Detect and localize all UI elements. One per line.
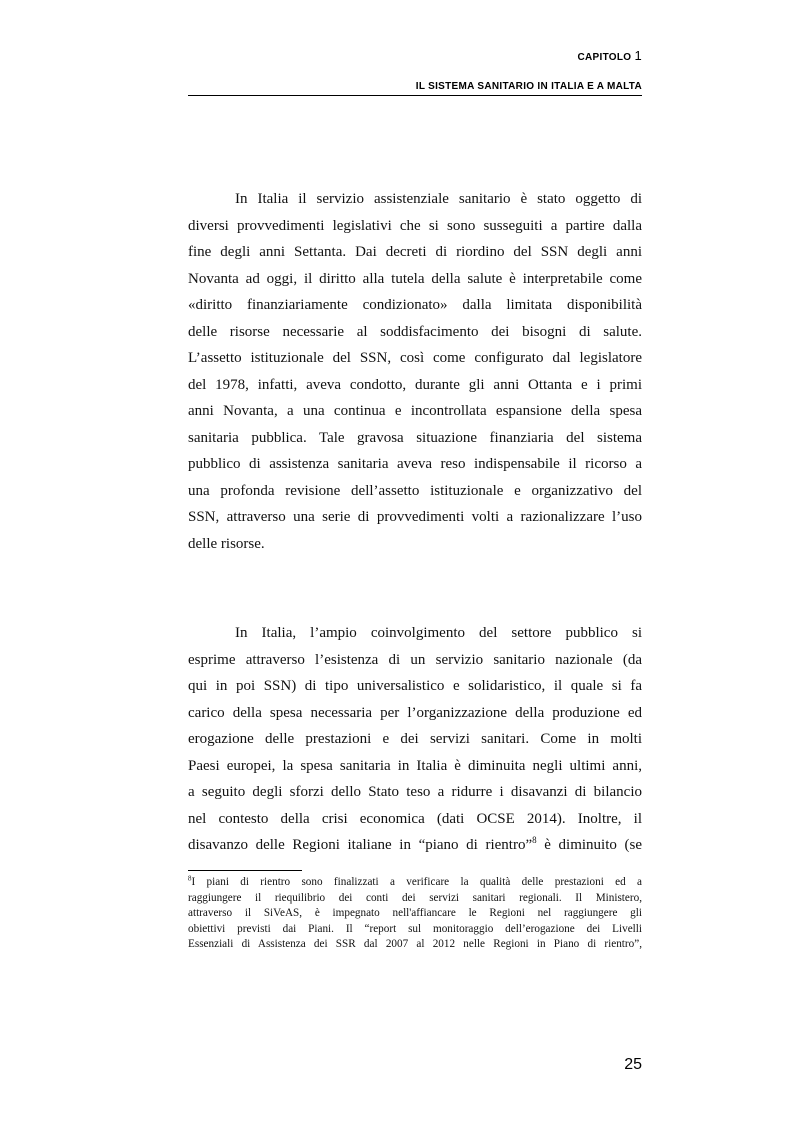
footnote-line: raggiungere il riequilibrio dei conti dei servizi sanitari regionali. Il Ministero, — [188, 891, 642, 904]
chapter-number: 1 — [634, 48, 642, 63]
text-line: Novanta ad oggi, il diritto alla tutela della salute è interpretabile come — [188, 270, 642, 287]
footnote-line — [188, 875, 642, 891]
text-line: a seguito degli sforzi dello Stato teso a ridurre i disavanzi di bilancio — [188, 784, 642, 800]
footnote-reference[interactable]: 8 — [532, 835, 537, 845]
paragraph-1 — [188, 186, 642, 557]
text-line: sanitaria pubblica. Tale gravosa situazione finanziaria del sistema — [188, 429, 642, 446]
text-segment: disavanzo delle Regioni italiane in “piano di rientro” — [188, 837, 533, 853]
text-line: In Italia il servizio assistenziale sanitario è stato oggetto di — [235, 191, 642, 207]
text-line: delle risorse necessarie al soddisfacimento dei bisogni di salute. — [188, 323, 642, 340]
footnote — [188, 875, 642, 953]
chapter-label: CAPITOLO — [577, 52, 632, 63]
text-line-with-footnote — [188, 832, 642, 859]
text-line: una profonda revisione dell’assetto istituzionale e organizzativo del — [188, 482, 642, 499]
text-line: del 1978, infatti, aveva condotto, durante gli anni Ottanta e i primi — [188, 376, 642, 393]
text-line: L’assetto istituzionale del SSN, così come configurato dal legislatore — [188, 350, 642, 366]
text-line: delle risorse. — [188, 535, 265, 552]
footnote-text: I piani di rientro sono finalizzati a verificare la qualità delle prestazioni ed a — [191, 876, 642, 888]
text-line: pubblico di assistenza sanitaria aveva reso indispensabile il ricorso a — [188, 456, 642, 472]
text-line: Paesi europei, la spesa sanitaria in Italia è diminuita negli ultimi anni, — [188, 757, 642, 774]
footnote-divider — [188, 870, 302, 871]
running-header-chapter — [577, 48, 642, 63]
text-line: erogazione delle prestazioni e dei servizi sanitari. Come in molti — [188, 731, 642, 747]
page-number: 25 — [624, 1056, 642, 1073]
footnote-marker: 8 — [188, 874, 192, 883]
text-segment: è diminuito (se — [536, 837, 642, 853]
text-line: esprime attraverso l’esistenza di un servizio sanitario nazionale (da — [188, 651, 642, 668]
footnote-line: attraverso il SiVeAS, è impegnato nell'affiancare le Regioni nel raggiungere gli — [188, 907, 642, 919]
footnote-line: obiettivi previsti dai Piani. Il “report sul monitoraggio dell’erogazione dei Livelli — [188, 922, 642, 935]
text-line: qui in poi SSN) di tipo universalistico e solidaristico, il quale si fa — [188, 678, 642, 694]
header-divider — [188, 95, 642, 96]
text-line: SSN, attraverso una serie di provvedimenti volti a razionalizzare l’uso — [188, 509, 642, 525]
text-line: «diritto finanziariamente condizionato» dalla limitata disponibilità — [188, 297, 642, 313]
text-line: fine degli anni Settanta. Dai decreti di riordino del SSN degli anni — [188, 244, 642, 260]
text-line: diversi provvedimenti legislativi che si sono susseguiti a partire dalla — [188, 217, 642, 234]
text-line: nel contesto della crisi economica (dati OCSE 2014). Inoltre, il — [188, 810, 642, 827]
text-line: anni Novanta, a una continua e incontrollata espansione della spesa — [188, 403, 642, 419]
text-line: In Italia, l’ampio coinvolgimento del settore pubblico si — [235, 625, 642, 641]
running-header-title: IL SISTEMA SANITARIO IN ITALIA E A MALTA — [415, 81, 642, 92]
footnote-line: Essenziali di Assistenza dei SSR dal 2007 al 2012 nelle Regioni in Piano di rientro”, — [188, 938, 642, 950]
text-line: carico della spesa necessaria per l’organizzazione della produzione ed — [188, 704, 642, 721]
paragraph-2 — [188, 620, 642, 859]
